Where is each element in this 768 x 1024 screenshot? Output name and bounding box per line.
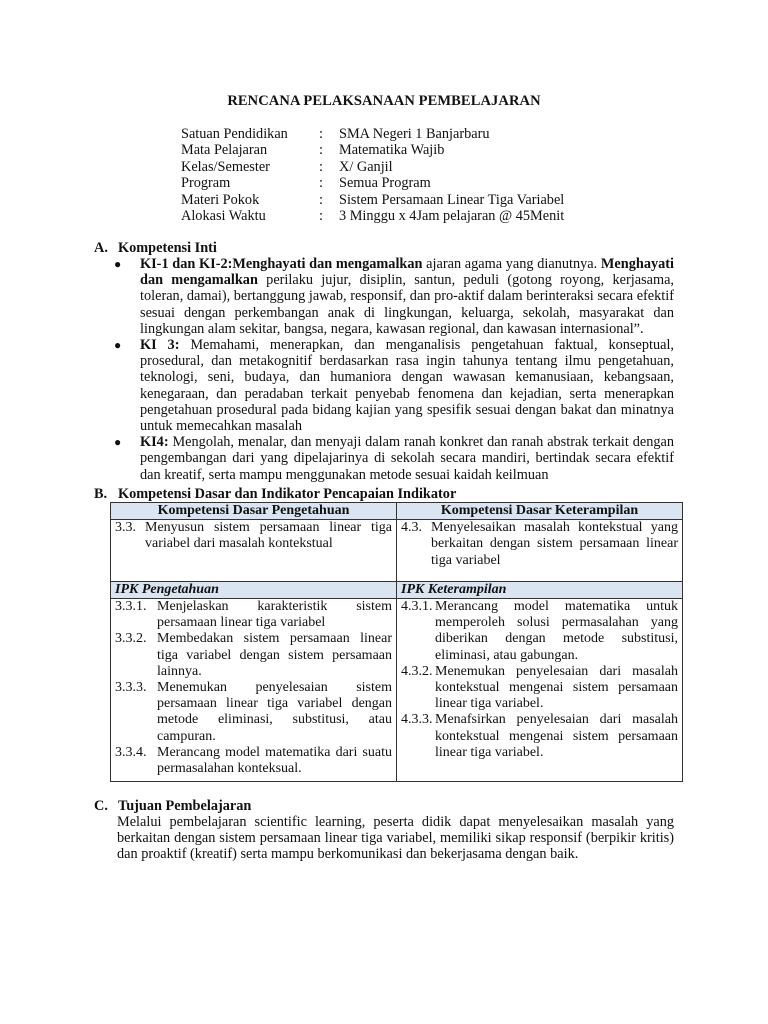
identity-label: Alokasi Waktu [181, 207, 266, 224]
bullet-icon: ● [114, 338, 122, 353]
document-title: RENCANA PELAKSANAAN PEMBELAJARAN [227, 93, 541, 109]
section-title: Kompetensi Dasar dan Indikator Pencapaian Indikator [118, 486, 457, 502]
kd-code: 4.3. [401, 520, 422, 536]
ipk-code: 4.3.2. [401, 663, 433, 679]
section-letter: A. [94, 240, 108, 256]
ipk-text: Menafsirkan penyelesaian dari masalah kontekstual mengenai sistem persamaan linear tiga variabel. [435, 712, 678, 760]
list-item [115, 680, 392, 745]
list-item [401, 712, 678, 761]
identity-label: Materi Pokok [181, 191, 260, 208]
bullet-icon: ● [114, 257, 122, 271]
ki12-bold-lead: KI-1 dan KI-2:Menghayati dan mengamalkan [140, 256, 423, 272]
ipk-text: Menemukan penyelesaian sistem persamaan linear tiga variabel dengan metode eliminasi, substitusi, atau campuran. [157, 680, 392, 744]
identity-colon: : [319, 126, 323, 142]
ipk-code: 3.3.3. [115, 680, 147, 696]
identity-value: SMA Negeri 1 Banjarbaru [339, 126, 490, 142]
ipk-keterampilan-heading: IPK Keterampilan [397, 581, 683, 598]
ki3-bold-lead: KI 3: [140, 337, 180, 354]
section-c-heading [94, 798, 251, 814]
identity-row [181, 208, 564, 224]
tujuan-paragraph: Melalui pembelajaran scientific learning, peserta didik dapat menyelesaikan masalah yang berkaitan dengan sistem persamaan linear tiga variabel, memiliki sikap responsif (berpikir kritis) dan proaktif (kreatif) serta mampu berkomunikasi dan bekerjasama dengan baik. [117, 814, 674, 863]
list-item-ki12 [114, 256, 674, 337]
identity-label: Program [181, 175, 231, 192]
ipk-text: Menemukan penyelesaian dari masalah kontekstual mengenai sistem persamaan linear tiga variabel. [435, 663, 678, 712]
section-title: Kompetensi Inti [118, 240, 217, 256]
kompetensi-inti-list [114, 256, 674, 483]
table-header-row [111, 503, 683, 520]
list-item [115, 599, 392, 631]
ki12-text [140, 256, 674, 337]
identity-value: Sistem Persamaan Linear Tiga Variabel [339, 191, 565, 208]
list-item-ki4 [114, 434, 674, 483]
ipk-pengetahuan-cell [111, 599, 397, 782]
identity-block [181, 126, 564, 224]
ki4-text [140, 434, 674, 483]
section-a-heading [94, 240, 217, 256]
identity-label: Satuan Pendidikan [181, 126, 288, 142]
section-title: Tujuan Pembelajaran [118, 798, 252, 814]
ipk-text: Merancang model matematika untuk memperoleh solusi permasalahan yang diberikan dengan metode substitusi, eliminasi, atau gabungan. [435, 599, 678, 663]
kompetensi-dasar-table [110, 502, 683, 782]
identity-colon: : [319, 142, 323, 159]
identity-colon: : [319, 191, 323, 208]
list-item [401, 520, 678, 569]
table-row-kd [111, 520, 683, 582]
ipk-code: 3.3.4. [115, 744, 147, 760]
identity-value: Semua Program [339, 175, 431, 192]
ipk-keterampilan-cell [397, 599, 683, 782]
kd-code: 3.3. [115, 520, 136, 536]
ipk-pengetahuan-heading: IPK Pengetahuan [111, 581, 397, 598]
section-letter: C. [94, 798, 108, 814]
list-item-ki3 [114, 337, 674, 434]
kd-text: Menyelesaikan masalah kontekstual yang berkaitan dengan sistem persamaan linear tiga variabel [431, 520, 678, 568]
ipk-code: 4.3.1. [401, 599, 433, 614]
identity-label: Mata Pelajaran [181, 142, 268, 159]
ki12-bold-2: Menghayati dan mengamalkan [140, 256, 674, 289]
ipk-code: 4.3.3. [401, 712, 433, 728]
kd-keterampilan-cell [397, 520, 683, 582]
identity-row [181, 192, 564, 208]
bullet-icon: ● [114, 435, 122, 450]
identity-label: Kelas/Semester [181, 158, 270, 175]
ipk-code: 3.3.2. [115, 631, 147, 647]
header-kd-keterampilan: Kompetensi Dasar Keterampilan [397, 503, 683, 520]
ipk-text: Menjelaskan karakteristik sistem persamaan linear tiga variabel [157, 599, 392, 631]
list-item [115, 631, 392, 680]
identity-row [181, 175, 564, 191]
ki3-body: Memahami, menerapkan, dan menganalisis pengetahuan faktual, konseptual, prosedural, dan metakognitif berdasarkan rasa ingin tahunya tentang ilmu pengetahuan, teknologi, seni, budaya, dan humaniora dengan wawasan kemanusiaan, kebangsaan, kenegaraan, dan peradaban terkait penyebab fenomena dan kejadian, serta menerapkan pengetahuan prosedural pada bidang kajian yang spesifik sesuai dengan bakat dan minatnya untuk memecahkan masalah [140, 337, 674, 435]
identity-value: X/ Ganjil [339, 158, 393, 175]
kd-pengetahuan-cell [111, 520, 397, 582]
table-row-ipk-heading [111, 581, 683, 598]
section-b-heading [94, 486, 456, 502]
ki3-text [140, 337, 674, 434]
identity-row [181, 142, 564, 158]
ipk-text: Merancang model matematika dari suatu permasalahan konteksual. [157, 744, 392, 777]
list-item [401, 664, 678, 713]
list-item [401, 599, 678, 664]
header-kd-pengetahuan: Kompetensi Dasar Pengetahuan [111, 503, 397, 520]
identity-colon: : [319, 207, 323, 224]
list-item [115, 520, 392, 552]
identity-value: 3 Minggu x 4Jam pelajaran @ 45Menit [339, 207, 565, 224]
ipk-text: Membedakan sistem persamaan linear tiga variabel dengan sistem persamaan lainnya. [157, 631, 392, 679]
table-row-ipk-items [111, 599, 683, 782]
ki12-text-2: perilaku jujur, disiplin, santun, peduli (gotong royong, kerjasama, toleran, damai), bertanggung jawab, responsif, dan pro-aktif dalam berinteraksi secara efektif sesuai dengan perkembangan anak di lingkungan, keluarga, sekolah, masyarakat dan lingkungan alam sekitar, bangsa, negara, kawasan regional, dan kawasan internasional”. [140, 272, 675, 337]
identity-row [181, 159, 564, 175]
ipk-code: 3.3.1. [115, 599, 147, 614]
ki4-body: Mengolah, menalar, dan menyaji dalam ranah konkret dan ranah abstrak terkait dengan pengembangan dari yang dipelajarinya di sekolah secara mandiri, bertindak secara efektif dan kreatif, serta mampu menggunakan metode sesuai kaidah keilmuan [140, 434, 674, 483]
list-item [115, 745, 392, 777]
kd-text: Menyusun sistem persamaan linear tiga variabel dari masalah kontekstual [145, 520, 392, 552]
ki12-text-1: ajaran agama yang dianutnya. [422, 256, 601, 272]
ki4-bold-lead: KI4: [140, 434, 169, 451]
identity-row [181, 126, 564, 142]
identity-colon: : [319, 175, 323, 192]
identity-value: Matematika Wajib [339, 142, 445, 159]
section-letter: B. [94, 486, 108, 502]
identity-colon: : [319, 158, 323, 175]
